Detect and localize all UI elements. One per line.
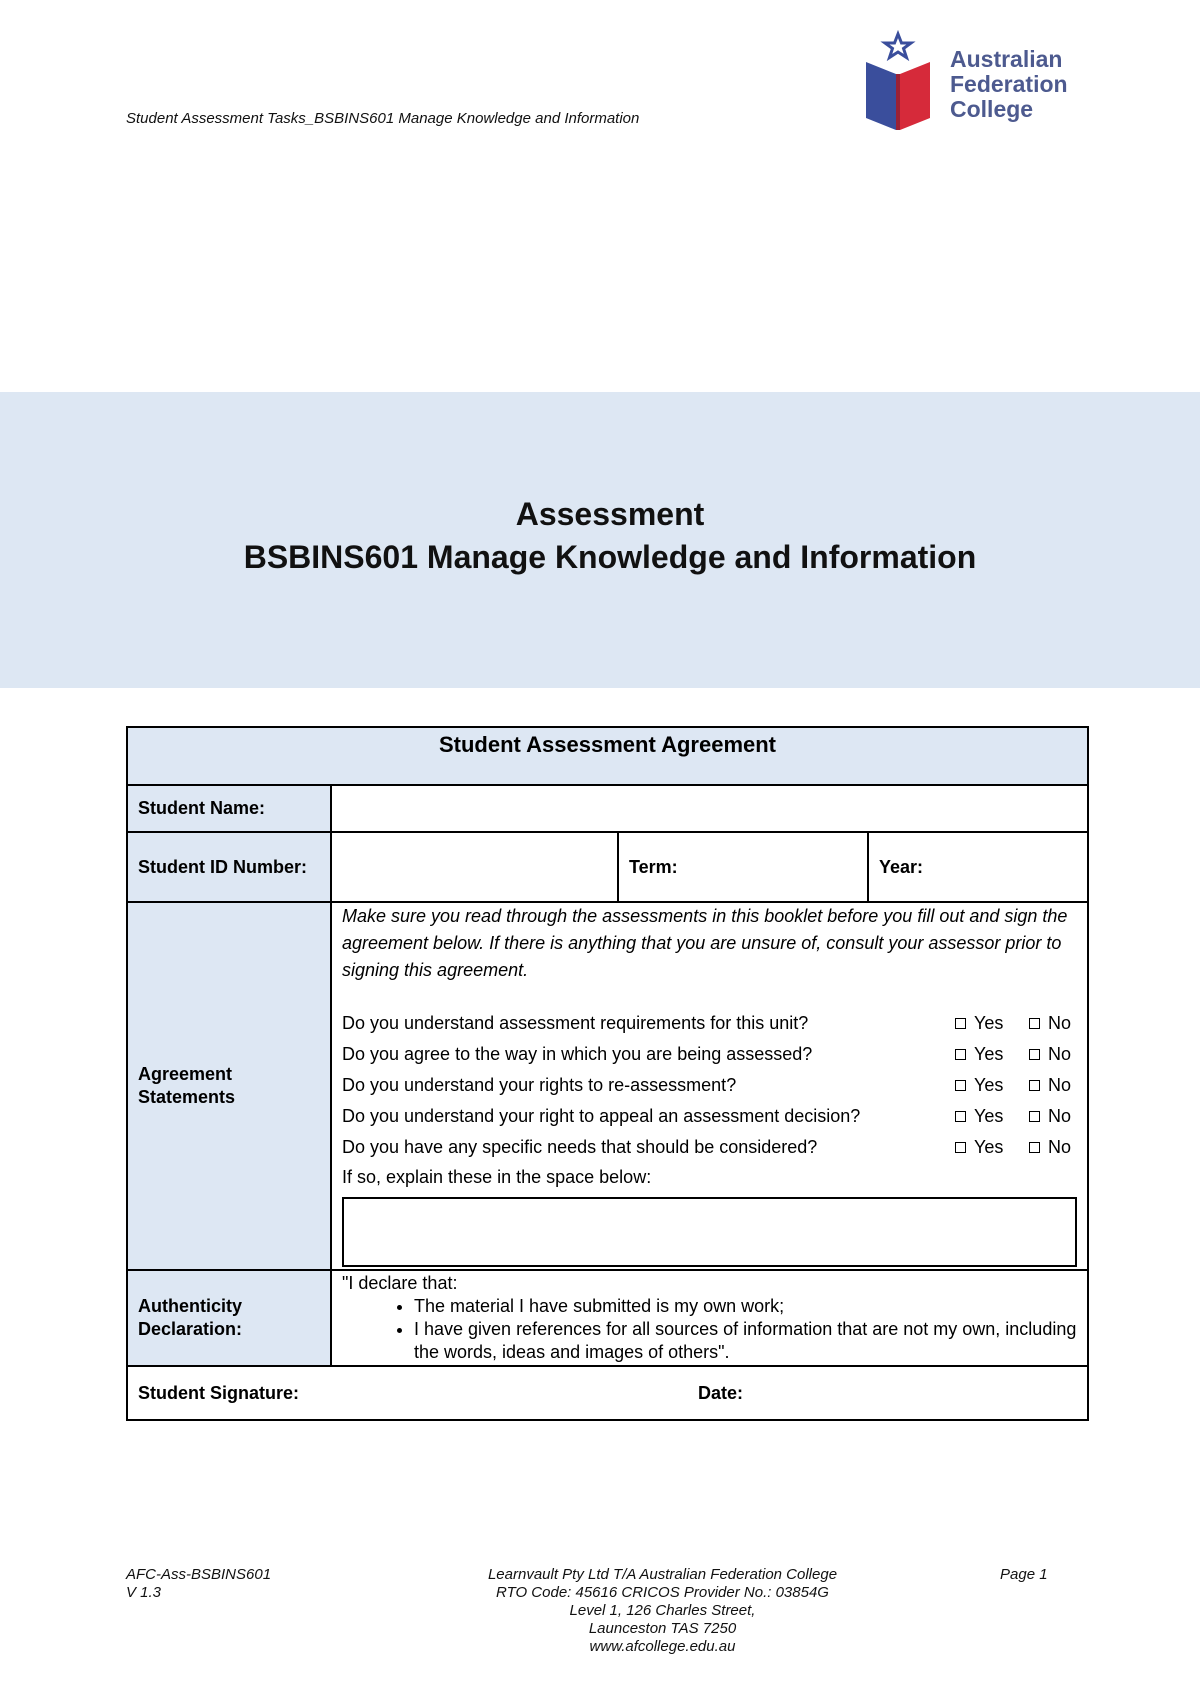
agreement-statements-cell — [331, 902, 1088, 1270]
yes-checkbox[interactable] — [955, 1013, 1029, 1034]
date-field[interactable] — [618, 1366, 1088, 1420]
no-label: No — [1048, 1075, 1072, 1095]
checkbox-icon — [1029, 1080, 1040, 1091]
no-checkbox[interactable] — [1029, 1106, 1077, 1127]
question-text: Do you understand your rights to re-assessment? — [342, 1075, 737, 1095]
declaration-intro: "I declare that: — [342, 1273, 458, 1293]
yes-checkbox[interactable] — [955, 1075, 1029, 1096]
college-logo — [862, 30, 1082, 134]
question-row — [342, 1132, 1077, 1163]
footer-version: V 1.3 — [126, 1584, 162, 1601]
question-text: Do you agree to the way in which you are being assessed? — [342, 1044, 813, 1064]
student-name-label: Student Name: — [127, 785, 331, 832]
checkbox-icon — [955, 1018, 966, 1029]
specific-needs-explanation-field[interactable] — [342, 1197, 1077, 1267]
footer-website: www.afcollege.edu.au — [589, 1638, 736, 1655]
no-checkbox[interactable] — [1029, 1044, 1077, 1065]
explain-prompt: If so, explain these in the space below: — [342, 1167, 652, 1187]
agreement-statements-label: Agreement Statements — [127, 902, 331, 1270]
yes-label: Yes — [974, 1013, 1004, 1033]
student-signature-label: Student Signature: — [138, 1382, 299, 1403]
document-header-title: Student Assessment Tasks_BSBINS601 Manage Knowledge and Information — [126, 110, 640, 127]
logo-line-1: Australian — [950, 46, 1063, 72]
footer-org-line: RTO Code: 45616 CRICOS Provider No.: 03854G — [496, 1584, 829, 1601]
title-banner — [0, 392, 1200, 688]
checkbox-icon — [955, 1049, 966, 1060]
question-row — [342, 1008, 1077, 1039]
footer-code: AFC-Ass-BSBINS601 — [126, 1566, 272, 1583]
checkbox-icon — [1029, 1049, 1040, 1060]
question-text: Do you understand your right to appeal an assessment decision? — [342, 1106, 861, 1126]
yes-checkbox[interactable] — [955, 1137, 1029, 1158]
no-label: No — [1048, 1106, 1072, 1126]
student-signature-field[interactable] — [127, 1366, 618, 1420]
no-label: No — [1048, 1137, 1072, 1157]
student-id-field[interactable] — [331, 832, 618, 902]
question-row — [342, 1101, 1077, 1132]
banner-subtitle: BSBINS601 Manage Knowledge and Information — [243, 539, 977, 575]
footer-org-line: Learnvault Pty Ltd T/A Australian Federation College — [487, 1566, 838, 1583]
student-name-field[interactable] — [331, 785, 1088, 832]
checkbox-icon — [1029, 1111, 1040, 1122]
student-assessment-agreement-table — [126, 726, 1089, 1421]
no-checkbox[interactable] — [1029, 1013, 1077, 1034]
footer-document-code — [126, 1566, 271, 1602]
footer-org-line: Launceston TAS 7250 — [588, 1620, 737, 1637]
authenticity-declaration-label: Authenticity Declaration: — [127, 1270, 331, 1366]
no-checkbox[interactable] — [1029, 1075, 1077, 1096]
term-label: Term: — [629, 856, 678, 877]
footer-org-line: Level 1, 126 Charles Street, — [569, 1602, 756, 1619]
yes-label: Yes — [974, 1137, 1004, 1157]
yes-label: Yes — [974, 1075, 1004, 1095]
college-logo-text — [950, 47, 1068, 122]
logo-line-2: Federation — [950, 71, 1068, 97]
declaration-list — [342, 1295, 1077, 1364]
question-row — [342, 1070, 1077, 1101]
banner-title: Assessment — [515, 496, 705, 532]
authenticity-declaration-cell — [331, 1270, 1088, 1366]
question-text: Do you understand assessment requirements for this unit? — [342, 1013, 809, 1033]
no-label: No — [1048, 1013, 1072, 1033]
student-id-label: Student ID Number: — [127, 832, 331, 902]
no-label: No — [1048, 1044, 1072, 1064]
year-field[interactable] — [868, 832, 1088, 902]
no-checkbox[interactable] — [1029, 1137, 1077, 1158]
year-label: Year: — [879, 856, 924, 877]
yes-checkbox[interactable] — [955, 1106, 1029, 1127]
question-row — [342, 1039, 1077, 1070]
yes-checkbox[interactable] — [955, 1044, 1029, 1065]
declaration-item: • I have given references for all sources of information that are not my own, including the words, ideas and images of others". — [414, 1318, 1077, 1364]
date-label: Date: — [698, 1382, 744, 1403]
agreement-intro-text: Make sure you read through the assessments in this booklet before you fill out and sign the agreement below. If there is anything that you are unsure of, consult your assessor prior to signing this agreement. — [342, 906, 1068, 980]
yes-label: Yes — [974, 1106, 1004, 1126]
checkbox-icon — [955, 1142, 966, 1153]
yes-label: Yes — [974, 1044, 1004, 1064]
checkbox-icon — [1029, 1018, 1040, 1029]
term-field[interactable] — [618, 832, 868, 902]
checkbox-icon — [1029, 1142, 1040, 1153]
checkbox-icon — [955, 1080, 966, 1091]
declaration-item: • The material I have submitted is my own work; — [414, 1295, 1077, 1318]
question-text: Do you have any specific needs that should be considered? — [342, 1137, 818, 1157]
checkbox-icon — [955, 1111, 966, 1122]
college-logo-emblem-icon — [862, 30, 942, 134]
logo-line-3: College — [950, 96, 1034, 122]
agreement-title: Student Assessment Agreement — [127, 727, 1088, 785]
footer-organisation — [400, 1566, 925, 1656]
footer-page-number: Page 1 — [1000, 1566, 1048, 1583]
